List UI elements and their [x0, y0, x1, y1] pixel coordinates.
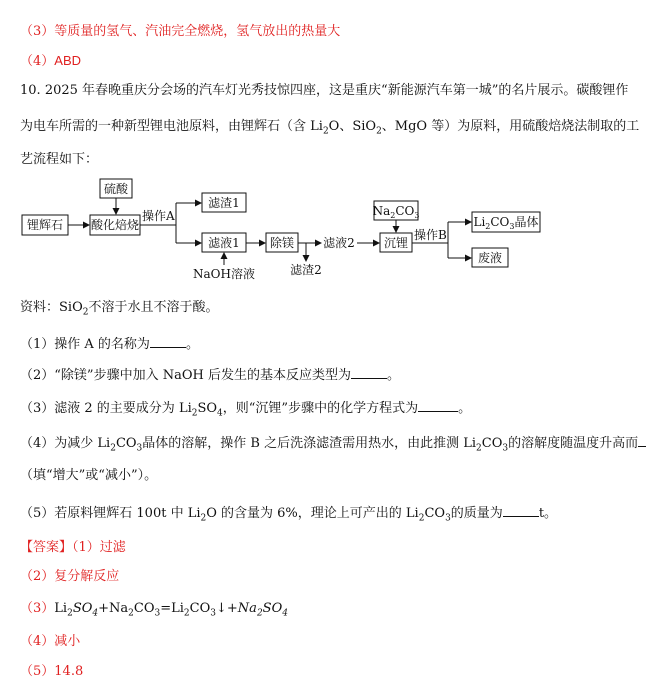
label-li2co3-crystal: $Li_2CO_3$晶体 — [473, 215, 539, 231]
answer-4: （4）减小 — [20, 634, 81, 649]
sub-question-1 — [20, 333, 199, 355]
sub-2e: 2 — [110, 443, 116, 454]
label-naoh: NaOH溶液 — [193, 267, 255, 281]
answer-3-label: （3） — [20, 601, 55, 616]
sub-question-2 — [20, 364, 400, 386]
q3-end: 。 — [458, 401, 472, 416]
sub-3a: 3 — [136, 443, 143, 454]
answer-2: （2）复分解反应 — [20, 569, 120, 584]
sub-question-5 — [20, 502, 557, 524]
q1-end: 。 — [185, 337, 199, 352]
prev-answer-4-label: （4） — [20, 54, 55, 69]
q5-text-b: O 的含量为 6%，理论上可产出的 Li — [206, 506, 419, 521]
prev-answer-4-value: ABD — [54, 53, 82, 68]
answer-blank-5[interactable] — [503, 502, 539, 517]
sub-2f: 2 — [476, 443, 482, 454]
q4-text-c: 晶体的溶解，操作 B 之后洗涤滤渣需用热水，由此推测 Li — [142, 436, 477, 451]
label-residue1: 滤渣1 — [208, 196, 240, 210]
sub-4: 4 — [217, 408, 223, 419]
label-residue2: 滤渣2 — [290, 263, 322, 277]
q3-text-a: （3）滤液 2 的主要成分为 Li — [20, 401, 192, 416]
answer-1-text: （1）过滤 — [72, 540, 126, 555]
q4-text-a: （4）为减少 Li — [20, 436, 111, 451]
q5-text-c: CO — [424, 506, 446, 521]
answer-3-equation: $Li_2SO_4+Na_2CO_3=Li_2CO_3↓+Na_2SO_4$ — [54, 601, 288, 619]
answer-blank-4[interactable] — [638, 432, 646, 447]
stem-text-2c: 、MgO 等）为原料，用硫酸焙烧法制取的工 — [381, 119, 640, 134]
label-sulfuric-acid: 硫酸 — [103, 182, 129, 196]
sub-question-3 — [20, 397, 471, 419]
q1-text: （1）操作 A 的名称为 — [20, 337, 150, 352]
sub-2c: 2 — [82, 307, 89, 318]
question-stem-line1 — [20, 81, 628, 101]
sub-3c: 3 — [445, 513, 451, 524]
prev-answer-3: （3）等质量的氢气、汽油完全燃烧，氢气放出的热量大 — [20, 24, 341, 39]
answer-3 — [20, 599, 288, 619]
answer-1 — [20, 538, 126, 558]
q3-text-b: SO — [197, 401, 218, 416]
sub-2d: 2 — [191, 408, 198, 419]
label-acid-roasting: 酸化焙烧 — [90, 218, 140, 232]
q2-end: 。 — [386, 368, 400, 383]
answer-5: （5）14.8 — [20, 664, 84, 679]
question-stem-line2 — [20, 117, 639, 137]
q4-text-e: 的溶解度随温度升高而 — [508, 436, 639, 451]
q2-text: （2）“除镁”步骤中加入 NaOH 后发生的基本反应类型为 — [20, 368, 351, 383]
answer-blank-3[interactable] — [418, 397, 458, 412]
sub-2b: 2 — [376, 126, 382, 137]
sub-2: 2 — [322, 126, 329, 137]
question-stem-line3: 艺流程如下： — [20, 152, 99, 167]
sub-question-4-line2: （填“增大”或“减小”）。 — [20, 468, 158, 483]
label-operation-a: 操作A — [142, 209, 175, 223]
stem-text-1: 2025 年春晚重庆分会场的汽车灯光秀技惊四座，这是重庆“新能源汽车第一城”的名片展示。碳酸锂作 — [44, 83, 629, 98]
info-note — [20, 298, 218, 318]
stem-text-2a: 为电车所需的一种新型锂电池原料，由锂辉石（含 Li — [20, 119, 323, 134]
label-filtrate1: 滤液1 — [208, 236, 240, 250]
prev-answer-4 — [20, 51, 81, 72]
label-spodumene: 锂辉石 — [26, 218, 64, 232]
answer-tag: 【答案】 — [20, 540, 73, 555]
stem-text-2b: O、SiO — [328, 119, 377, 134]
process-flow-diagram — [0, 170, 672, 290]
label-remove-mg: 除镁 — [269, 236, 295, 250]
label-precip-li: 沉锂 — [383, 236, 409, 250]
info-suffix: 不溶于水且不溶于酸。 — [88, 300, 219, 315]
answer-blank-2[interactable] — [351, 364, 387, 379]
sub-question-4 — [20, 432, 646, 454]
q3-text-c: ，则“沉锂”步骤中的化学方程式为 — [222, 401, 419, 416]
q5-end: t。 — [538, 506, 558, 521]
q5-text-d: 的质量为 — [450, 506, 503, 521]
q4-text-d: CO — [481, 436, 503, 451]
q5-text-a: （5）若原料锂辉石 100t 中 Li — [20, 506, 201, 521]
label-na2co3: $Na_2CO_3$ — [372, 204, 420, 220]
question-number: 10. — [20, 83, 41, 98]
label-filtrate2: 滤液2 — [323, 236, 355, 250]
answer-blank-1[interactable] — [150, 333, 186, 348]
label-waste-liquid: 废液 — [477, 251, 503, 265]
q4-text-b: CO — [115, 436, 137, 451]
sub-3b: 3 — [502, 443, 509, 454]
sub-2g: 2 — [200, 513, 207, 524]
info-prefix: 资料：SiO — [20, 300, 83, 315]
label-operation-b: 操作B — [414, 228, 447, 242]
sub-2h: 2 — [418, 513, 425, 524]
